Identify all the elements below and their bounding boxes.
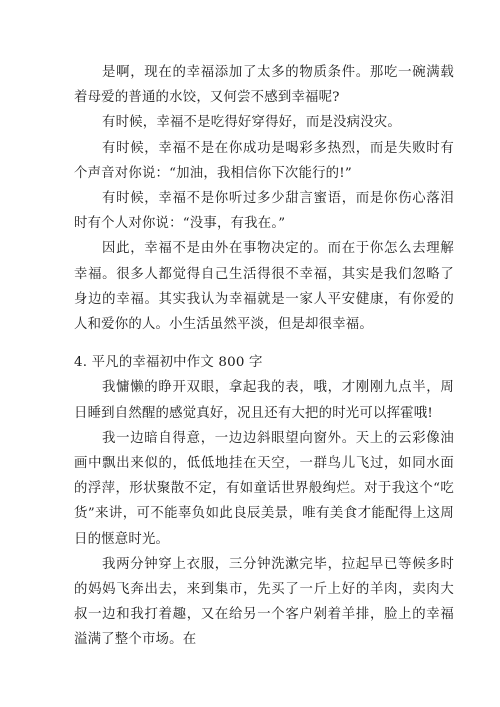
paragraph: 我慵懒的睁开双眼，拿起我的表，哦，才刚刚九点半，周日睡到自然醒的感觉真好，况且还有大把的时光可以挥霍哦! <box>74 380 454 421</box>
paragraph: 我两分钟穿上衣服，三分钟洗漱完毕，拉起早已等候多时的妈妈飞奔出去，来到集市，先买了一斤上好的羊肉，卖肉大叔一边和我打着趣，又在给另一个客户剁着羊排，脸上的幸福溢满了整个市场。在 <box>74 556 454 648</box>
paragraph: 因此，幸福不是由外在事物决定的。而在于你怎么去理解幸福。很多人都觉得自己生活得很不幸福，其实是我们忽略了身边的幸福。其实我认为幸福就是一家人平安健康，有你爱的人和爱你的人。小生活虽然平淡，但是却很幸福。 <box>74 241 454 333</box>
paragraph: 有时候，幸福不是在你成功是喝彩多热烈，而是失败时有个声音对你说：“加油，我相信你下次能行的!” <box>74 140 454 181</box>
paragraph: 是啊，现在的幸福添加了太多的物质条件。那吃一碗满载着母爱的普通的水饺，又何尝不感到幸福呢? <box>74 65 454 106</box>
paragraph: 有时候，幸福不是你听过多少甜言蜜语，而是你伤心落泪时有个人对你说：“没事，有我在。” <box>74 191 454 232</box>
paragraph: 有时候，幸福不是吃得好穿得好，而是没病没灾。 <box>102 115 401 131</box>
paragraph: 我一边暗自得意，一边边斜眼望向窗外。天上的云彩像油画中飘出来似的，低低地挂在天空，一群鸟儿飞过，如同水面的浮萍，形状聚散不定，有如童话世界般绚烂。对于我这个“吃货”来讲，可不能辜负如此良辰美景，唯有美食才能配得上这周日的惬意时光。 <box>74 430 454 547</box>
document-page <box>74 60 454 653</box>
section-heading: 4. 平凡的幸福初中作文 800 字 <box>74 355 263 371</box>
